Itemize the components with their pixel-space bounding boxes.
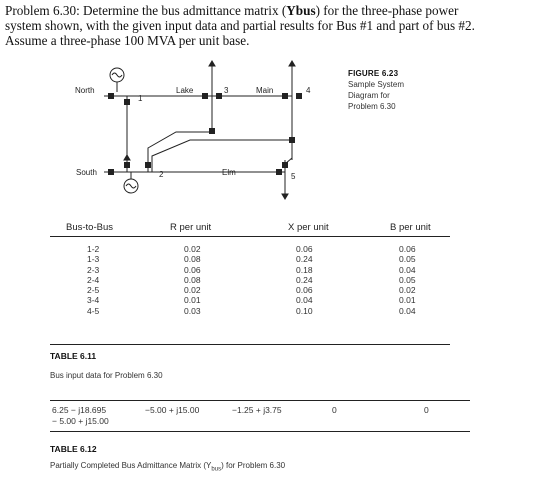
table-cell: 0.04 (296, 295, 313, 306)
figure-caption-line-1: Sample System (348, 80, 405, 89)
ybus-cell-5: 0 (424, 405, 429, 415)
table-cell: 0.05 (399, 274, 416, 285)
breaker-icons (108, 93, 302, 175)
header-bus-to-bus: Bus-to-Bus (66, 222, 113, 233)
table-cell: 0.18 (296, 264, 313, 275)
table-cell: 0.04 (399, 264, 416, 275)
label-bus-4: 4 (306, 86, 311, 95)
system-one-line-diagram (0, 0, 542, 225)
table-cell: 0.06 (296, 244, 313, 254)
table-cell: 4-5 (87, 305, 100, 316)
generator-1-icon (110, 68, 124, 92)
figure-caption-line-2: Diagram for (348, 91, 390, 100)
label-lake: Lake (176, 86, 194, 95)
table-6-12-bottom-rule (50, 431, 470, 432)
ybus-cell-3: −1.25 + j3.75 (232, 405, 282, 415)
table-cell: 0.24 (296, 274, 313, 285)
load-arrow-elm-icon (282, 190, 288, 199)
column-r-per-unit (184, 244, 201, 316)
table-cell: 0.06 (296, 285, 313, 296)
table-cell: 1-2 (87, 244, 100, 254)
figure-caption (348, 68, 404, 112)
label-bus-1: 1 (138, 94, 143, 103)
column-bus-to-bus (87, 244, 99, 316)
table-6-11-caption: Bus input data for Problem 6.30 (50, 371, 163, 380)
generator-2-icon (124, 172, 138, 193)
table-cell: 0.01 (399, 295, 416, 306)
header-x-per-unit: X per unit (288, 222, 329, 233)
table-6-12-top-rule (50, 400, 470, 401)
column-x-per-unit (296, 244, 313, 316)
table-6-11-label: TABLE 6.11 (50, 351, 97, 361)
label-bus-5: 5 (291, 172, 296, 181)
label-south: South (76, 168, 97, 177)
table-cell: 0.24 (296, 254, 313, 265)
table-cell: 0.08 (184, 254, 201, 265)
table-cell: 0.08 (184, 274, 201, 285)
table-cell: 0.10 (296, 305, 313, 316)
label-bus-2: 2 (159, 170, 164, 179)
table-cell: 0.02 (399, 285, 416, 296)
table-6-12-label: TABLE 6.12 (50, 444, 97, 454)
header-r-per-unit: R per unit (170, 222, 212, 233)
label-main: Main (256, 86, 274, 95)
ybus-cell-4: 0 (332, 405, 337, 415)
ybus-cell-2: −5.00 + j15.00 (145, 405, 200, 415)
figure-title: FIGURE 6.23 (348, 69, 399, 78)
table-cell: 0.02 (184, 244, 201, 254)
table-cell: 0.06 (399, 244, 416, 254)
table-cell: 0.05 (399, 254, 416, 265)
table-cell: 3-4 (87, 295, 100, 306)
table-6-12-caption: Partially Completed Bus Admittance Matrix $(Y_{bus})$ for Problem 6.30 (50, 461, 286, 473)
problem-line-2: system shown, with the given input data and partial results for Bus #1 and part of bus #2. (5, 18, 475, 33)
load-arrow-lake-icon (209, 61, 215, 72)
table-cell: 0.02 (184, 285, 201, 296)
table-cell: 0.06 (184, 264, 201, 275)
figure-caption-line-3: Problem 6.30 (348, 102, 396, 111)
ybus-cell-1: 6.25 − j18.695 − 5.00 + j15.00 (52, 405, 109, 426)
table-cell: 2-4 (87, 274, 100, 285)
problem-line-3: Assume a three-phase 100 MVA per unit base. (5, 33, 250, 48)
header-b-per-unit: B per unit (390, 222, 431, 233)
label-elm: Elm (222, 168, 236, 177)
table-cell: 2-5 (87, 285, 100, 296)
table-cell: 0.01 (184, 295, 201, 306)
table-cell: 2-3 (87, 264, 100, 275)
load-arrow-main-icon (289, 61, 295, 72)
label-north: North (75, 86, 95, 95)
ybus-symbol: Ybus (286, 3, 316, 18)
table-cell: 0.04 (399, 305, 416, 316)
problem-line-1: Problem 6.30: Determine the bus admittance matrix (Ybus) for the three-phase power (5, 3, 459, 18)
table-cell: 1-3 (87, 254, 100, 265)
line-2-3 (148, 132, 212, 172)
label-bus-3: 3 (224, 86, 229, 95)
table-cell: 0.03 (184, 305, 201, 316)
column-b-per-unit (399, 244, 416, 316)
table-header-rule (50, 236, 450, 237)
table-bottom-rule (50, 344, 450, 345)
